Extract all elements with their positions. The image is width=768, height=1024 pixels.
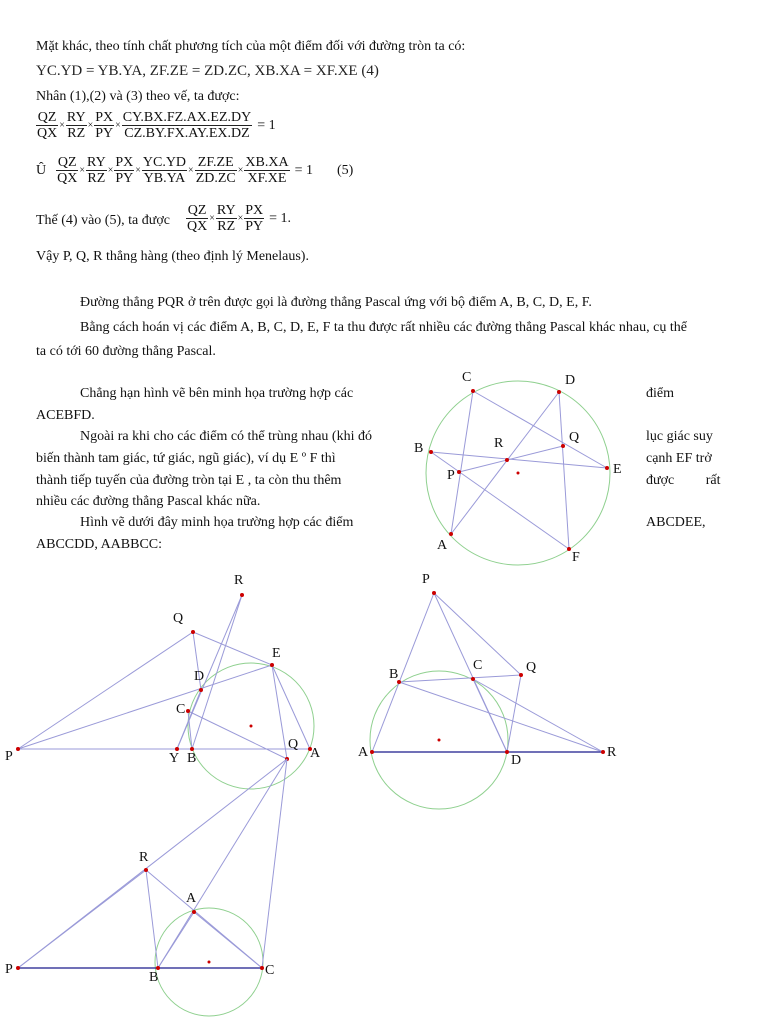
denominator: YB.YA (143, 171, 186, 186)
label-r: R (607, 745, 617, 760)
numerator: RY (87, 155, 106, 170)
times-operator: × (115, 120, 121, 131)
figure-abcdee (5, 573, 321, 789)
text-line: biến thành tam giác, tứ giác, ngũ giác), ví dụ E º F thì (36, 451, 336, 466)
text-fragment: được rất (646, 473, 721, 488)
text-fragment: điểm (646, 386, 674, 401)
label-d: D (565, 373, 576, 388)
label-a: A (310, 746, 321, 761)
text-line: Ngoài ra khi cho các điểm có thể trùng nhau (khi đó (80, 429, 372, 444)
denominator: QX (37, 126, 58, 141)
text-line: Mặt khác, theo tính chất phương tích của một điểm đối với đường tròn ta có: (36, 39, 466, 54)
denominator: RZ (67, 126, 86, 141)
label-d: D (194, 669, 205, 684)
text-line: ta có tới 60 đường thẳng Pascal. (36, 344, 216, 359)
text-line: nhiều các đường thẳng Pascal khác nữa. (36, 494, 261, 509)
denominator: RZ (87, 171, 106, 186)
text-line: Nhân (1),(2) và (3) theo vế, ta được: (36, 89, 240, 104)
label-q: Q (526, 660, 537, 675)
label-b: B (389, 667, 399, 682)
label-a: A (358, 745, 369, 760)
text-fragment: ABCDEE, (646, 515, 706, 530)
numerator: RY (66, 110, 86, 125)
label-f: F (572, 550, 580, 565)
denominator: ZD.ZC (195, 171, 236, 186)
figure-abccdd (358, 572, 617, 809)
times-operator: × (209, 213, 215, 224)
denominator: CZ.BY.FX.AY.EX.DZ (124, 126, 250, 141)
label-q: Q (569, 430, 580, 445)
equation-rhs: = 1. (269, 210, 292, 226)
label-c: C (462, 370, 472, 385)
label-p: P (5, 749, 13, 764)
numerator: QZ (37, 110, 57, 125)
times-operator: × (188, 165, 194, 176)
text-line: Thế (4) vào (5), ta được (36, 213, 170, 228)
numerator: RY (216, 203, 236, 218)
numerator: QZ (187, 203, 207, 218)
text-line: ABCCDD, AABBCC: (36, 537, 163, 552)
figure-hexagon (414, 370, 622, 565)
text-line: ACEBFD. (36, 408, 95, 423)
denominator: PY (95, 126, 114, 141)
label-r: R (139, 850, 149, 865)
text-line: Bằng cách hoán vị các điểm A, B, C, D, E, F ta thu được rất nhiều các đường thẳng Pascal khác nhau, cụ thể (80, 320, 687, 335)
equation-tag: (5) (336, 162, 354, 178)
figure-aabbcc (5, 759, 287, 1016)
numerator: PX (115, 155, 134, 170)
denominator: PY (115, 171, 134, 186)
label-e: E (272, 646, 281, 661)
times-operator: × (79, 165, 85, 176)
label-a: A (437, 538, 448, 553)
times-operator: × (59, 120, 65, 131)
text-fragment: lục giác suy (646, 429, 713, 444)
label-d: D (511, 753, 522, 768)
label-r: R (234, 573, 244, 588)
label-b: B (187, 751, 197, 766)
label-c: C (265, 963, 275, 978)
equation-rhs: = 1 (257, 117, 276, 133)
numerator: XB.XA (245, 155, 289, 170)
equation-rhs: = 1 (294, 162, 313, 178)
label-p: P (5, 962, 13, 977)
numerator: YC.YD (142, 155, 187, 170)
text-line: Vậy P, Q, R thẳng hàng (theo định lý Menelaus). (36, 249, 309, 264)
numerator: PX (95, 110, 114, 125)
label-y: Y (169, 751, 180, 766)
numerator: CY.BX.FZ.AX.EZ.DY (122, 110, 252, 125)
label-r: R (494, 436, 504, 451)
numerator: PX (245, 203, 264, 218)
label-e: E (613, 462, 622, 477)
times-operator: × (135, 165, 141, 176)
text-line: Đường thẳng PQR ở trên được gọi là đường thẳng Pascal ứng với bộ điểm A, B, C, D, E, F. (80, 295, 592, 310)
label-a: A (186, 891, 197, 906)
label-q: Q (173, 611, 184, 626)
times-operator: × (107, 165, 114, 176)
denominator: QX (187, 219, 208, 234)
label-b: B (414, 441, 424, 456)
denominator: PY (245, 219, 264, 234)
label-c: C (473, 658, 483, 673)
denominator: RZ (217, 219, 236, 234)
label-b: B (149, 970, 159, 985)
text-line: thành tiếp tuyến của đường tròn tại E , ta còn thu thêm (36, 473, 342, 488)
text-fragment: cạnh EF trở (646, 451, 712, 466)
label-q2: Q (288, 737, 299, 752)
times-operator: × (87, 120, 94, 131)
times-operator: × (237, 213, 244, 224)
numerator: QZ (57, 155, 77, 170)
label-p: P (422, 572, 430, 587)
label-c: C (176, 702, 186, 717)
label-p: P (447, 468, 455, 483)
text-line: Hình vẽ dưới đây minh họa trường hợp các điểm (80, 515, 354, 530)
times-operator: × (237, 165, 244, 176)
numerator: ZF.ZE (195, 155, 237, 171)
equivalence-symbol: Û (36, 162, 47, 178)
equation-4: YC.YD = YB.YA, ZF.ZE = ZD.ZC, XB.XA = XF.XE (4) (36, 63, 379, 79)
denominator: QX (57, 171, 78, 186)
text-line: Chẳng hạn hình vẽ bên minh họa trường hợp các (80, 386, 354, 401)
denominator: XF.XE (247, 171, 287, 186)
